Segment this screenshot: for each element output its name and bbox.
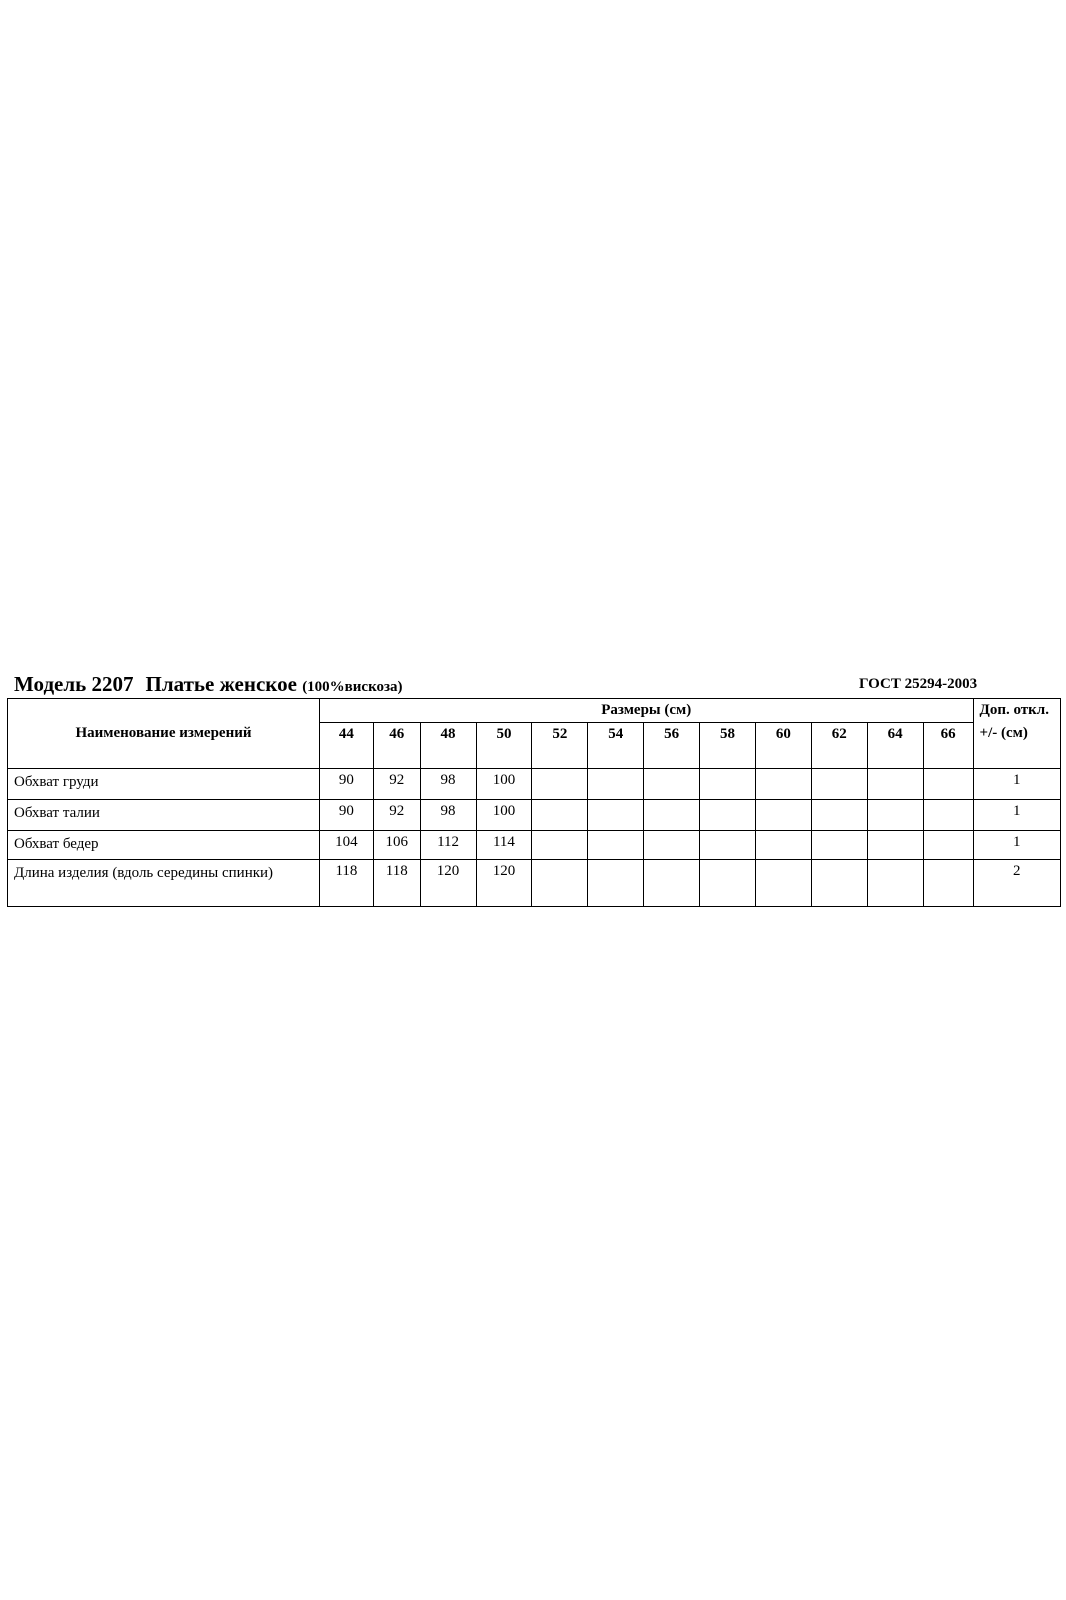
deviation-value: 1 — [973, 831, 1060, 860]
measurement-label: Обхват бедер — [8, 831, 320, 860]
measurement-value — [532, 800, 588, 831]
measurement-name-header: Наименование измерений — [8, 699, 320, 769]
measurement-value — [923, 769, 973, 800]
measurement-value: 112 — [420, 831, 476, 860]
measurement-value — [755, 800, 811, 831]
measurement-value — [755, 831, 811, 860]
size-header-cell: 56 — [644, 723, 700, 769]
measurement-value — [532, 831, 588, 860]
measurement-value: 98 — [420, 769, 476, 800]
deviation-value: 1 — [973, 800, 1060, 831]
measurement-label: Длина изделия (вдоль середины спинки) — [8, 860, 320, 907]
size-header-cell: 58 — [700, 723, 756, 769]
size-header-cell: 52 — [532, 723, 588, 769]
size-header-cell: 54 — [588, 723, 644, 769]
measurement-value — [588, 831, 644, 860]
measurement-value — [700, 800, 756, 831]
measurement-value: 90 — [320, 800, 374, 831]
size-table — [7, 698, 1061, 907]
measurement-value: 106 — [373, 831, 420, 860]
measurement-value — [811, 769, 867, 800]
table-row — [8, 769, 1061, 800]
table-row — [8, 831, 1061, 860]
table-row — [8, 800, 1061, 831]
measurement-value — [867, 769, 923, 800]
measurement-value: 118 — [320, 860, 374, 907]
size-header-cell: 62 — [811, 723, 867, 769]
measurement-value: 104 — [320, 831, 374, 860]
measurement-value — [644, 800, 700, 831]
size-header-cell: 50 — [476, 723, 532, 769]
measurement-label: Обхват груди — [8, 769, 320, 800]
size-header-cell: 48 — [420, 723, 476, 769]
measurement-value: 92 — [373, 769, 420, 800]
sizes-header: Размеры (см) — [320, 699, 974, 723]
title-row — [7, 672, 1061, 698]
size-header-cell: 64 — [867, 723, 923, 769]
model-title — [14, 672, 403, 697]
measurement-value: 100 — [476, 800, 532, 831]
material-composition: (100%вискоза) — [302, 679, 403, 695]
measurement-value — [923, 800, 973, 831]
measurement-value — [867, 831, 923, 860]
measurement-value — [532, 860, 588, 907]
table-row — [8, 860, 1061, 907]
size-header-cell: 66 — [923, 723, 973, 769]
measurement-value — [644, 831, 700, 860]
measurement-value: 90 — [320, 769, 374, 800]
size-header-cell: 60 — [755, 723, 811, 769]
deviation-header: Доп. откл. +/- (см) — [973, 699, 1060, 769]
measurement-value — [755, 769, 811, 800]
measurement-value: 120 — [476, 860, 532, 907]
measurement-value — [700, 769, 756, 800]
size-header-cell: 44 — [320, 723, 374, 769]
size-chart-document — [7, 672, 1061, 881]
measurement-value: 118 — [373, 860, 420, 907]
measurement-value: 98 — [420, 800, 476, 831]
model-number: Модель 2207 — [14, 672, 134, 696]
size-header-cell: 46 — [373, 723, 420, 769]
measurement-value — [755, 860, 811, 907]
measurement-value — [811, 831, 867, 860]
measurement-value — [644, 860, 700, 907]
measurement-value: 120 — [420, 860, 476, 907]
measurement-value: 114 — [476, 831, 532, 860]
deviation-value: 1 — [973, 769, 1060, 800]
measurement-value — [588, 769, 644, 800]
measurement-value — [588, 800, 644, 831]
measurement-value — [923, 831, 973, 860]
product-name: Платье женское — [145, 672, 297, 696]
measurement-value — [644, 769, 700, 800]
measurement-value: 92 — [373, 800, 420, 831]
deviation-value: 2 — [973, 860, 1060, 907]
measurement-value — [867, 860, 923, 907]
standard-reference: ГОСТ 25294-2003 — [859, 676, 978, 692]
measurement-value — [532, 769, 588, 800]
measurement-label: Обхват талии — [8, 800, 320, 831]
measurement-value — [923, 860, 973, 907]
measurement-value — [588, 860, 644, 907]
measurement-value: 100 — [476, 769, 532, 800]
measurement-value — [811, 800, 867, 831]
measurement-value — [700, 860, 756, 907]
measurement-value — [700, 831, 756, 860]
measurement-value — [811, 860, 867, 907]
measurement-value — [867, 800, 923, 831]
